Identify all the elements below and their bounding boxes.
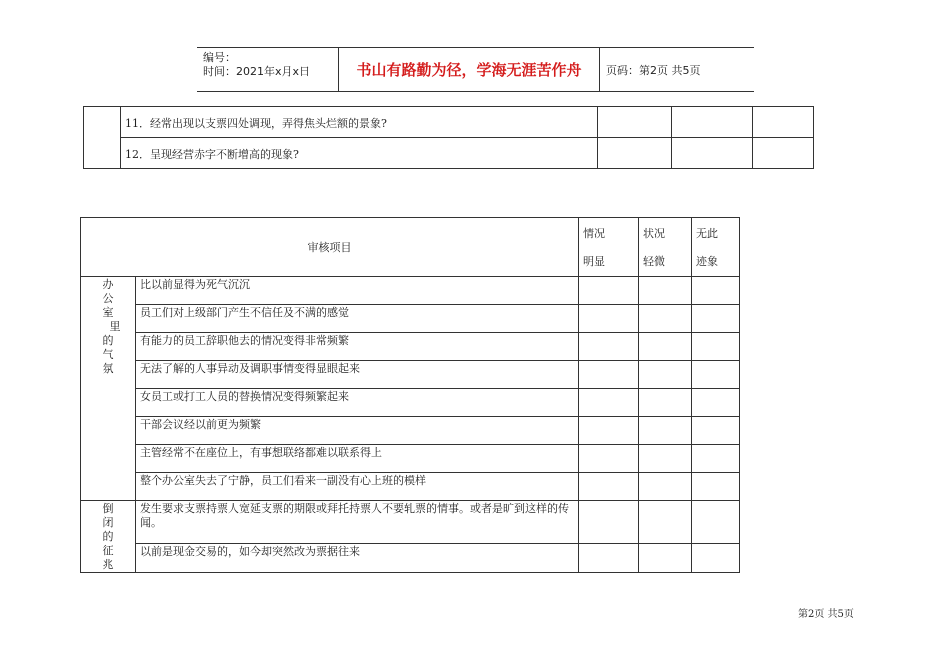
group-char: 闭 [102,516,114,529]
check-cell[interactable] [692,305,740,333]
audit-item: 干部会议经以前更为频繁 [136,417,579,445]
group-char: 兆 [102,558,114,571]
audit-item: 发生要求支票持票人宽延支票的期限或拜托持票人不要轧票的情事。或者是旷到这样的传闻。 [136,501,579,544]
check-cell[interactable] [672,138,753,169]
group-char: 气 [102,348,114,361]
check-cell[interactable] [672,107,753,138]
check-cell[interactable] [692,445,740,473]
audit-item: 员工们对上级部门产生不信任及不满的感觉 [136,305,579,333]
group-char: 公 [102,292,114,305]
check-cell[interactable] [579,445,639,473]
group-char: 倒 [102,502,114,515]
check-cell[interactable] [692,333,740,361]
table-row [84,107,814,138]
table-row [81,544,740,573]
header-audit-item: 审核项目 [81,218,579,277]
check-cell[interactable] [639,473,692,501]
audit-table [80,217,740,573]
table-row [81,501,740,544]
audit-item: 有能力的员工辞职他去的情况变得非常频繁 [136,333,579,361]
check-cell[interactable] [639,333,692,361]
check-cell[interactable] [579,473,639,501]
check-cell[interactable] [579,417,639,445]
check-cell[interactable] [639,305,692,333]
table-row [84,138,814,169]
check-cell[interactable] [639,445,692,473]
header-none-line2: 迹象 [696,255,718,268]
header-meta [197,48,339,91]
table-row [81,305,740,333]
page-header [197,47,754,92]
check-cell[interactable] [639,277,692,305]
check-cell[interactable] [692,544,740,573]
audit-item: 女员工或打工人员的替换情况变得频繁起来 [136,389,579,417]
group-char: 室 [102,306,114,319]
check-cell[interactable] [692,361,740,389]
table-continued [83,106,814,169]
group-char: 的 [102,530,114,543]
check-cell[interactable] [753,107,814,138]
check-cell[interactable] [692,501,740,544]
check-cell[interactable] [692,417,740,445]
check-cell[interactable] [639,544,692,573]
table-header-row [81,218,740,277]
group-char: 办 [102,278,114,291]
check-cell[interactable] [639,417,692,445]
question-cell: 12．呈现经营赤字不断增高的现象? [121,138,598,169]
check-cell[interactable] [692,389,740,417]
group-label-office [81,277,136,501]
check-cell[interactable] [639,389,692,417]
header-none-line1: 无此 [696,227,718,240]
check-cell[interactable] [579,544,639,573]
check-cell[interactable] [579,361,639,389]
check-cell[interactable] [598,138,672,169]
audit-item: 主管经常不在座位上，有事想联络都难以联系得上 [136,445,579,473]
check-cell[interactable] [639,361,692,389]
table-row [81,333,740,361]
audit-item: 整个办公室失去了宁静，员工们看来一副没有心上班的模样 [136,473,579,501]
header-slight-line1: 状况 [643,227,665,240]
header-obvious-line1: 情况 [583,227,605,240]
check-cell[interactable] [579,305,639,333]
check-cell[interactable] [598,107,672,138]
header-slight [639,218,692,277]
table-row [81,389,740,417]
group-char: 里 [109,320,121,333]
table-row [81,473,740,501]
check-cell[interactable] [579,501,639,544]
group-char: 的 [102,334,114,347]
number-label: 编号： [203,51,236,64]
time-label: 时间：2021年x月x日 [203,65,311,78]
group-label-bankruptcy [81,501,136,573]
question-cell: 11．经常出现以支票四处调现，弄得焦头烂额的景象? [121,107,598,138]
header-obvious-line2: 明显 [583,255,605,268]
table-row [81,445,740,473]
motto: 书山有路勤为径，学海无涯苦作舟 [339,48,600,91]
group-char: 征 [102,544,114,557]
group-char: 氛 [102,362,114,375]
header-none [692,218,740,277]
table-row [81,417,740,445]
page-footer: 第2页 共5页 [798,609,854,620]
check-cell[interactable] [579,277,639,305]
check-cell[interactable] [692,277,740,305]
check-cell[interactable] [639,501,692,544]
audit-item: 比以前显得为死气沉沉 [136,277,579,305]
table-row [81,361,740,389]
check-cell[interactable] [753,138,814,169]
check-cell[interactable] [579,333,639,361]
header-slight-line2: 轻微 [643,255,665,268]
check-cell[interactable] [579,389,639,417]
group-cell [84,107,121,169]
audit-item: 无法了解的人事异动及调职事情变得显眼起来 [136,361,579,389]
page-code: 页码：第2页 共5页 [606,63,701,77]
header-obvious [579,218,639,277]
audit-item: 以前是现金交易的，如今却突然改为票据往来 [136,544,579,573]
check-cell[interactable] [692,473,740,501]
table-row [81,277,740,305]
